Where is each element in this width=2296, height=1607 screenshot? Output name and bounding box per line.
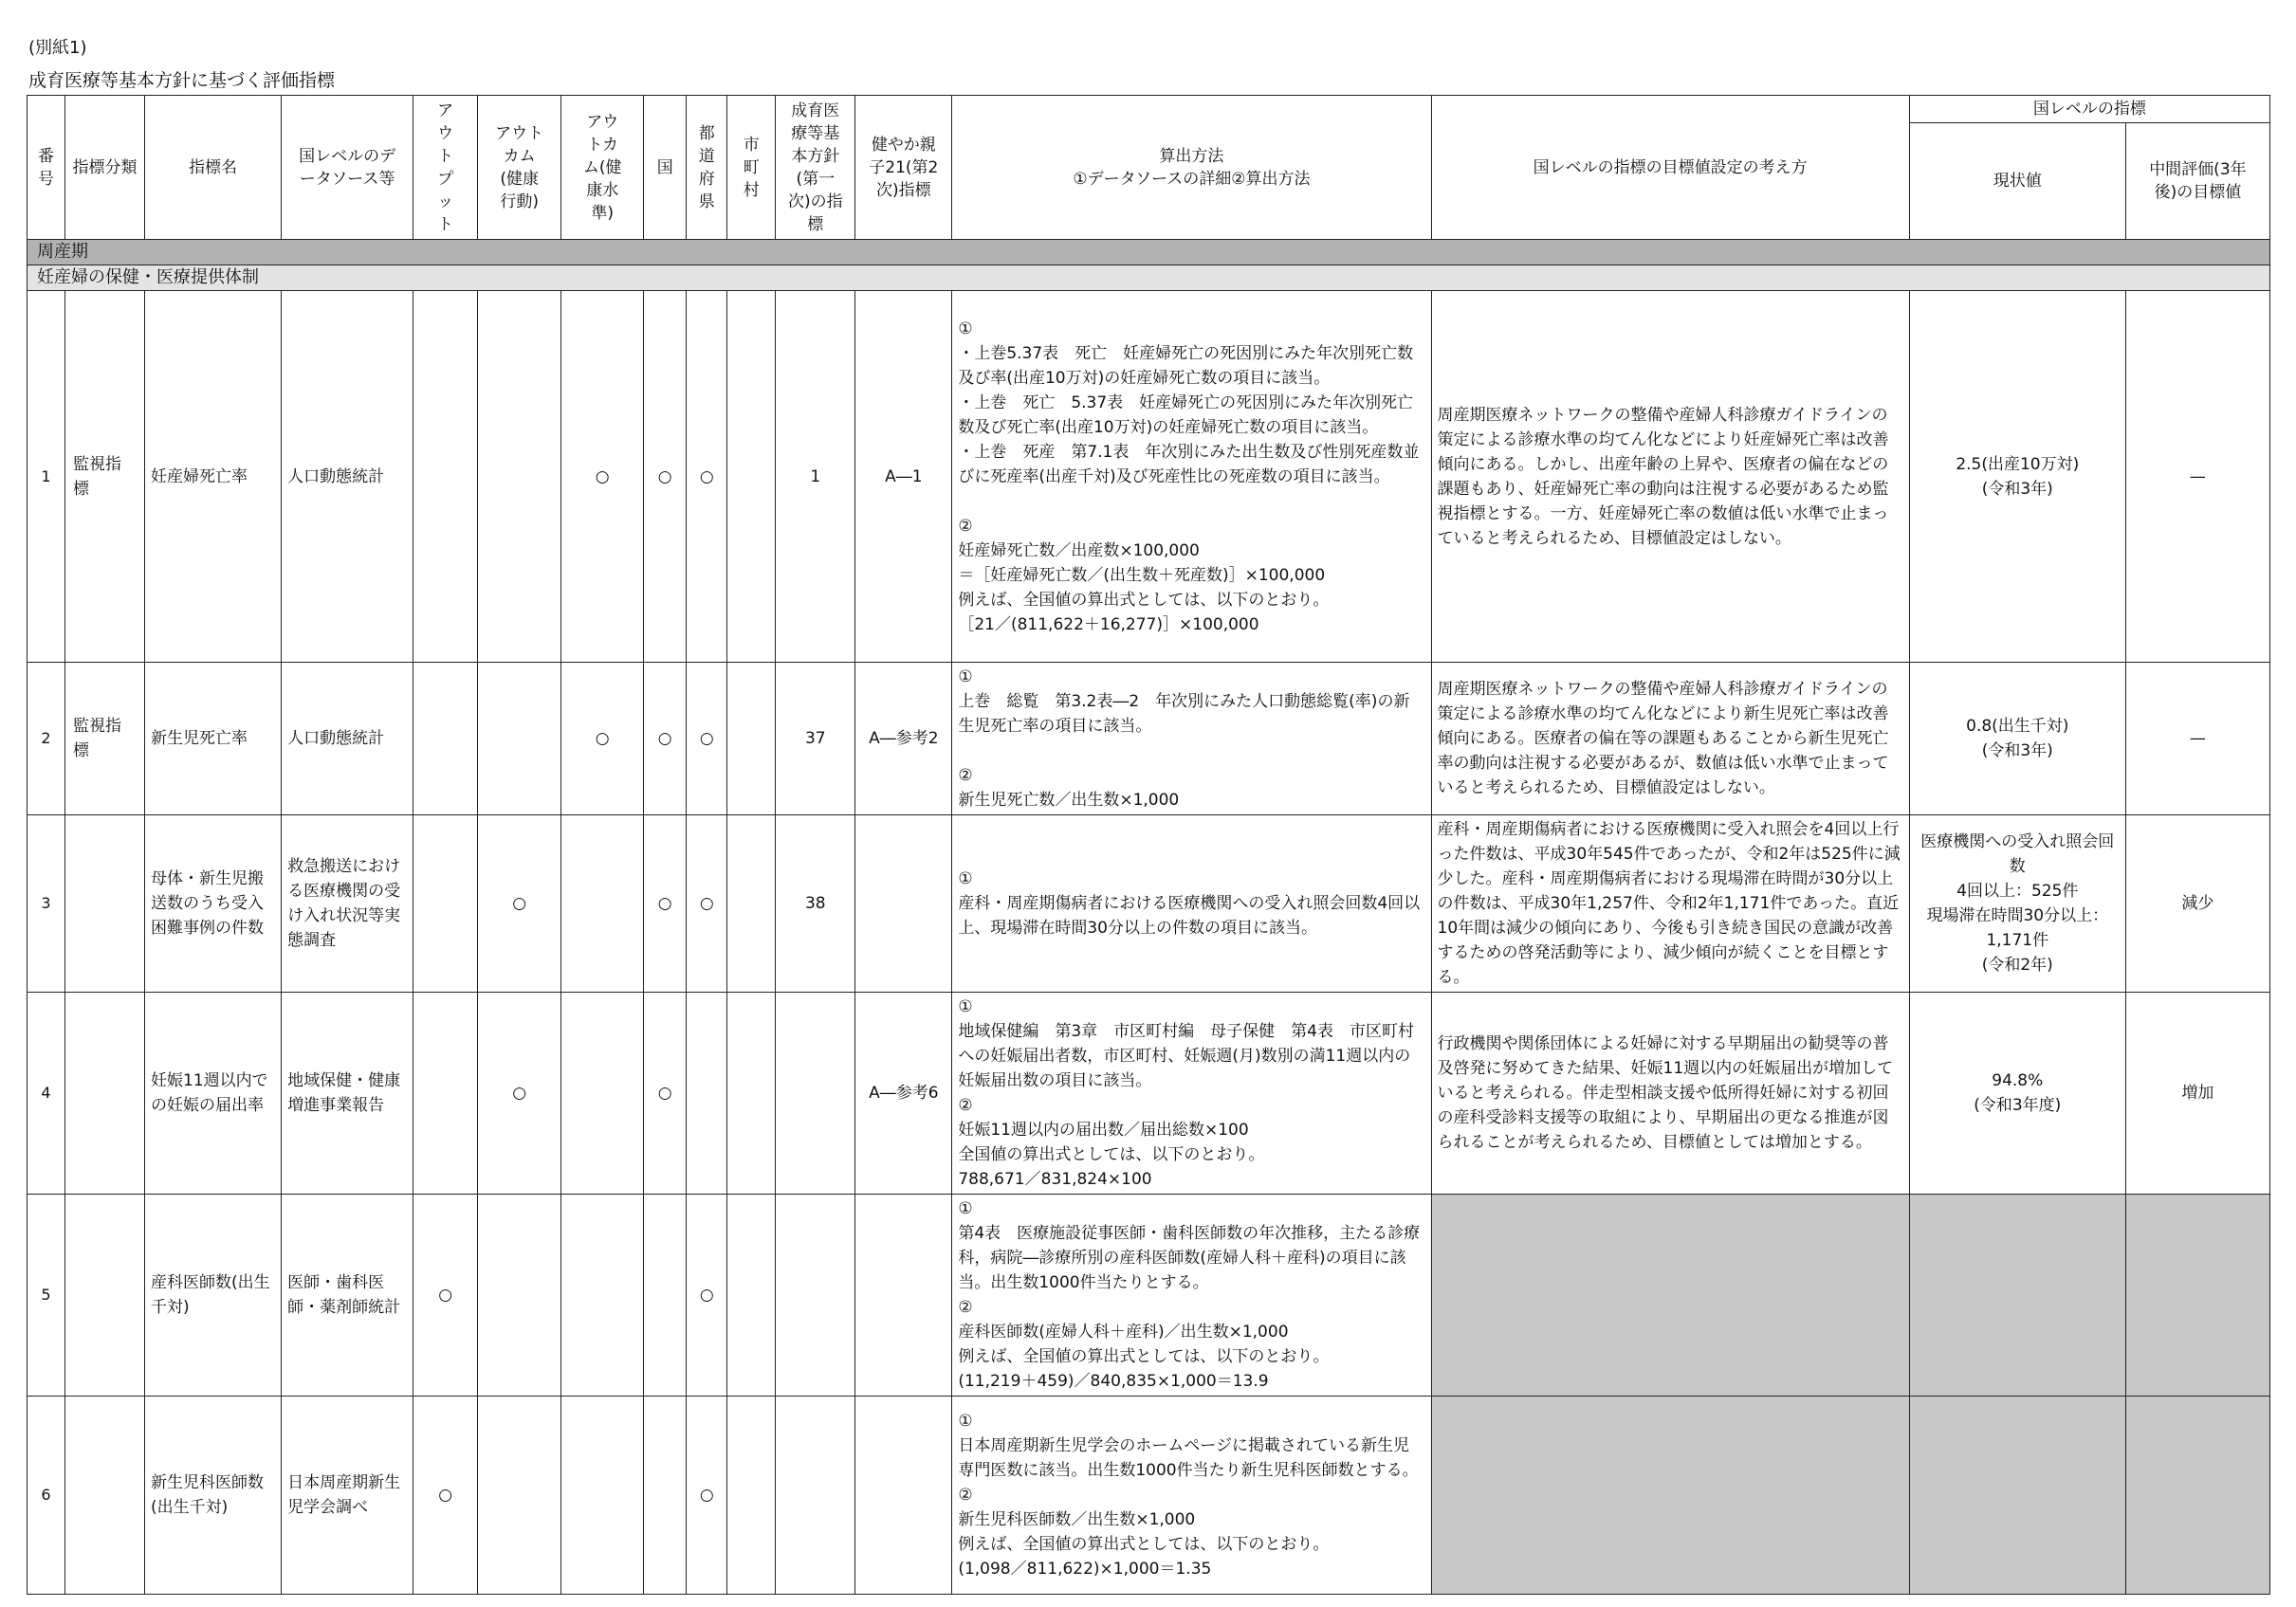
table-header [28,96,2270,240]
current-value [1909,1195,2125,1397]
header-source: 国レベルのデータソース等 [282,96,413,240]
indicator-category [65,815,145,993]
mark-national: ○ [644,815,687,993]
calculation-method: ① 地域保健編 第3章 市区町村編 母子保健 第4表 市区町村への妊娠届出者数，市区町村、妊娠週(月)数別の満11週以内の妊娠届出数の項目に該当。 ② 妊娠11週以内の届出数／届出総数×100 全国値の算出式としては、以下のとおり。 788,671／831,824×100 [952,993,1431,1195]
mark-prefecture: ○ [687,815,727,993]
indicator-name: 母体・新生児搬送数のうち受入困難事例の件数 [145,815,282,993]
mark-municipality [727,291,776,663]
table-row [28,993,2270,1195]
midterm-target: — [2125,291,2269,663]
row-number: 1 [28,291,65,663]
table-row [28,663,2270,815]
current-value: 医療機関への受入れ照会回数 4回以上：525件 現場滞在時間30分以上：1,171件 (令和2年) [1909,815,2125,993]
header-category: 指標分類 [65,96,145,240]
mark-outcome-level [561,815,644,993]
basic-policy-number [776,993,855,1195]
header-output: アウトプット [413,96,478,240]
mark-prefecture: ○ [687,1397,727,1595]
mark-output [413,291,478,663]
target-setting-rationale: 産科・周産期傷病者における医療機関に受入れ照会を4回以上行った件数は、平成30年545件であったが、令和2年は525件に減少した。産科・周産期傷病者における現場滞在時間が30分以上の件数は、平成30年1,257件、令和2年1,171件であった。直近10年間は減少の傾向にあり、今後も引き続き国民の意識が改善するための啓発活動等により、減少傾向が続くことを目標とする。 [1431,815,1909,993]
indicator-name: 妊娠11週以内での妊娠の届出率 [145,993,282,1195]
midterm-target: 増加 [2125,993,2269,1195]
mark-outcome-behavior [478,291,561,663]
mark-national: ○ [644,291,687,663]
mark-outcome-level [561,1397,644,1595]
target-setting-rationale: 周産期医療ネットワークの整備や産婦人科診療ガイドラインの策定による診療水準の均てん化などにより妊産婦死亡率は改善傾向にある。しかし、出産年齢の上昇や、医療者の偏在などの課題もあり、妊産婦死亡率の動向は注視する必要があるため監視指標とする。一方、妊産婦死亡率の数値は低い水準で止まっていると考えられるため、目標値設定はしない。 [1431,291,1909,663]
indicator-category [65,993,145,1195]
header-prefecture: 都道府県 [687,96,727,240]
header-sukoyaka: 健やか親子21(第2次)指標 [855,96,952,240]
mark-national [644,1195,687,1397]
sukoyaka-code: A―参考2 [855,663,952,815]
sukoyaka-code [855,815,952,993]
mark-outcome-level [561,993,644,1195]
indicator-name: 新生児死亡率 [145,663,282,815]
mark-prefecture: ○ [687,1195,727,1397]
basic-policy-number: 37 [776,663,855,815]
midterm-target [2125,1397,2269,1595]
annex-label: (別紙1) [28,38,87,58]
target-setting-rationale: 行政機関や関係団体による妊婦に対する早期届出の勧奨等の普及啓発に努めてきた結果、妊娠11週以内の妊娠届出が増加していると考えられる。伴走型相談支援や低所得妊婦に対する初回の産科受診料支援等の取組により、早期届出の更なる推進が図られることが考えられるため、目標値としては増加とする。 [1431,993,1909,1195]
calculation-method: ① 日本周産期新生児学会のホームページに掲載されている新生児専門医数に該当。出生数1000件当たり新生児科医師数とする。 ② 新生児科医師数／出生数×1,000 例えば、全国値の算出式としては、以下のとおり。 (1,098／811,622)×1,000＝1.35 [952,1397,1431,1595]
mark-national: ○ [644,993,687,1195]
mark-municipality [727,663,776,815]
mark-output [413,993,478,1195]
mark-municipality [727,993,776,1195]
section-row [28,240,2270,265]
mark-outcome-behavior: ○ [478,815,561,993]
basic-policy-number: 38 [776,815,855,993]
header-midterm: 中間評価(3年後)の目標値 [2125,123,2269,240]
mark-outcome-level [561,1195,644,1397]
data-source: 日本周産期新生児学会調べ [282,1397,413,1595]
basic-policy-number: 1 [776,291,855,663]
header-name: 指標名 [145,96,282,240]
mark-outcome-level: ○ [561,663,644,815]
data-source: 人口動態統計 [282,663,413,815]
target-setting-rationale [1431,1397,1909,1595]
indicator-table [27,95,2270,1595]
header-outcome-level: アウトカム(健康水準) [561,96,644,240]
row-number: 4 [28,993,65,1195]
midterm-target: 減少 [2125,815,2269,993]
current-value [1909,1397,2125,1595]
indicator-category: 監視指標 [65,291,145,663]
mark-municipality [727,815,776,993]
subsection-label: 妊産婦の保健・医療提供体制 [28,265,2270,291]
header-current: 現状値 [1909,123,2125,240]
row-number: 6 [28,1397,65,1595]
indicator-name: 妊産婦死亡率 [145,291,282,663]
table-row [28,815,2270,993]
header-calc: 算出方法 ①データソースの詳細②算出方法 [952,96,1431,240]
mark-prefecture: ○ [687,663,727,815]
data-source: 救急搬送における医療機関の受け入れ状況等実態調査 [282,815,413,993]
indicator-category [65,1195,145,1397]
mark-municipality [727,1195,776,1397]
mark-national: ○ [644,663,687,815]
data-source: 地域保健・健康増進事業報告 [282,993,413,1195]
sukoyaka-code: A―1 [855,291,952,663]
subsection-row [28,265,2270,291]
target-setting-rationale: 周産期医療ネットワークの整備や産婦人科診療ガイドラインの策定による診療水準の均てん化などにより新生児死亡率は改善傾向にある。医療者の偏在等の課題もあることから新生児死亡率の動向は注視する必要があるが、数値は低い水準で止まっていると考えられるため、目標値設定はしない。 [1431,663,1909,815]
header-basic-policy: 成育医療等基本方針(第一次)の指標 [776,96,855,240]
table-row [28,1195,2270,1397]
mark-output [413,663,478,815]
sukoyaka-code [855,1195,952,1397]
header-municipality: 市町村 [727,96,776,240]
calculation-method: ① ・上巻5.37表 死亡 妊産婦死亡の死因別にみた年次別死亡数及び率(出産10万対)の妊産婦死亡数の項目に該当。 ・上巻 死亡 5.37表 妊産婦死亡の死因別にみた年次別死亡数及び死亡率(出産10万対)の妊産婦死亡数の項目に該当。 ・上巻 死産 第7.1表 年次別にみた出生数及び性別死産数並びに死産率(出産千対)及び死産性比の死産数の項目に該当。 ② 妊産婦死亡数／出産数×100,000 ＝［妊産婦死亡数／(出生数＋死産数)］×100,000 例えば、全国値の算出式としては、以下のとおり。 ［21／(811,622＋16,277)］×100,000 [952,291,1431,663]
table-row [28,1397,2270,1595]
table-body [28,240,2270,1595]
midterm-target [2125,1195,2269,1397]
calculation-method: ① 上巻 総覧 第3.2表―2 年次別にみた人口動態総覧(率)の新生児死亡率の項目に該当。 ② 新生児死亡数／出生数×1,000 [952,663,1431,815]
calculation-method: ① 産科・周産期傷病者における医療機関への受入れ照会回数4回以上、現場滞在時間30分以上の件数の項目に該当。 [952,815,1431,993]
basic-policy-number [776,1195,855,1397]
current-value: 94.8% (令和3年度) [1909,993,2125,1195]
mark-outcome-behavior [478,663,561,815]
target-setting-rationale [1431,1195,1909,1397]
sukoyaka-code: A―参考6 [855,993,952,1195]
indicator-name: 産科医師数(出生千対) [145,1195,282,1397]
header-outcome-behavior: アウトカム(健康行動) [478,96,561,240]
indicator-name: 新生児科医師数(出生千対) [145,1397,282,1595]
mark-outcome-behavior [478,1195,561,1397]
row-number: 2 [28,663,65,815]
mark-national [644,1397,687,1595]
calculation-method: ① 第4表 医療施設従事医師・歯科医師数の年次推移，主たる診療科，病院―診療所別の産科医師数(産婦人科＋産科)の項目に該当。出生数1000件当たりとする。 ② 産科医師数(産婦人科＋産科)／出生数×1,000 例えば、全国値の算出式としては、以下のとおり。 (11,219＋459)／840,835×1,000＝13.9 [952,1195,1431,1397]
header-national-indicator: 国レベルの指標 [1909,96,2269,123]
row-number: 3 [28,815,65,993]
section-label: 周産期 [28,240,2270,265]
current-value: 0.8(出生千対) (令和3年) [1909,663,2125,815]
mark-outcome-behavior [478,1397,561,1595]
row-number: 5 [28,1195,65,1397]
mark-outcome-level: ○ [561,291,644,663]
indicator-category: 監視指標 [65,663,145,815]
indicator-category [65,1397,145,1595]
mark-outcome-behavior: ○ [478,993,561,1195]
mark-output: ○ [413,1397,478,1595]
document-title: 成育医療等基本方針に基づく評価指標 [28,70,336,91]
mark-municipality [727,1397,776,1595]
midterm-target: — [2125,663,2269,815]
sukoyaka-code [855,1397,952,1595]
mark-output: ○ [413,1195,478,1397]
basic-policy-number [776,1397,855,1595]
header-national: 国 [644,96,687,240]
current-value: 2.5(出産10万対) (令和3年) [1909,291,2125,663]
mark-prefecture [687,993,727,1195]
data-source: 医師・歯科医師・薬剤師統計 [282,1195,413,1397]
data-source: 人口動態統計 [282,291,413,663]
header-no: 番号 [28,96,65,240]
mark-prefecture: ○ [687,291,727,663]
table-row [28,291,2270,663]
mark-output [413,815,478,993]
header-target-idea: 国レベルの指標の目標値設定の考え方 [1431,96,1909,240]
